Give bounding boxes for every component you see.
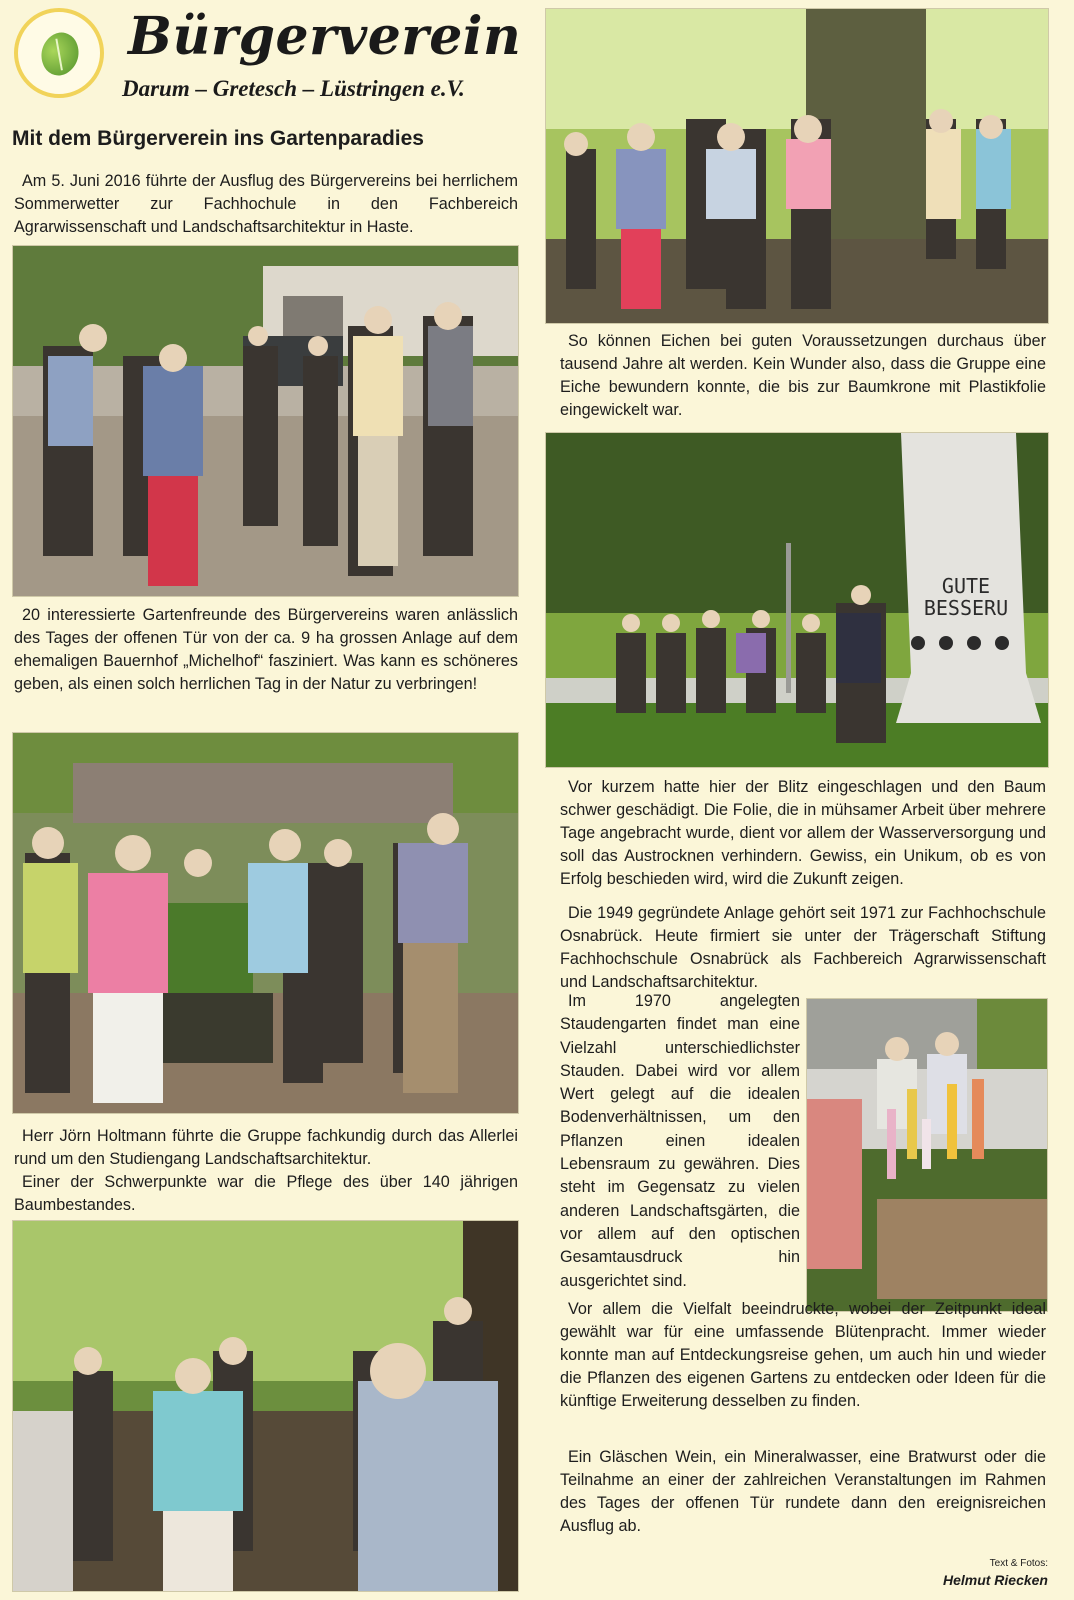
paragraph-blitz: Vor kurzem hatte hier der Blitz eingeschlagen und den Baum schwer geschädigt. Die Folie, die in mühsamer Arbeit über mehrere Tage angebracht wurde, dient vor allem der Wasserversorgung und soll das Austrocknen verhindern. Gewiss, ein Unikum, ob es von Erfolg beschieden wird, wird die Zukunft zeigen. [560,778,1046,888]
tree-wrap-text-2: BESSERU [923,596,1009,620]
paragraph-holtmann: Herr Jörn Holtmann führte die Gruppe fachkundig durch das Allerlei rund um den Studiengang Landschaftsarchitektur. [14,1127,518,1168]
paragraph-baumbestand: Einer der Schwerpunkte war die Pflege des über 140 jährigen Baumbestandes. [14,1173,518,1214]
photo-forest-group [12,1220,519,1592]
club-logo [14,8,104,98]
paragraph-stauden: Im 1970 angelegten Staudengarten findet man eine Vielzahl unterschiedlichster Stauden. Dabei wird vor allem Wert gelegt auf die idealen Bodenverhältnissen, um den Pflanzen einen idealen Lebensraum zu gewähren. Dies steht im Gegensatz zu vielen anderen Landschaftsgärten, die vor allem auf den optischen Gesamtausdruck hin ausgerichtet sind. [560,992,800,1290]
club-title: Bürgerverein [128,6,522,67]
credit-author: Helmut Riecken [942,1572,1048,1588]
paragraph-vielfalt [560,1298,1046,1413]
paragraph-anlage: Die 1949 gegründete Anlage gehört seit 1971 zur Fachhochschule Osnabrück. Heute firmiert sie unter der Trägerschaft Stiftung Fachhochschule Osnabrück als Fachbereich Agrarwissenschaft und Landschaftsarchitektur. [560,904,1046,991]
photo-beech-tree-group [545,8,1049,324]
paragraph-garden-friends: 20 interessierte Gartenfreunde des Bürgervereins waren anlässlich des Tages der offenen Tür von der ca. 9 ha grossen Anlage auf dem ehemaligen Bauernhof „Michelhof“ fasziniert. Was kann es schöneres geben, als einen solch herrlichen Tag in der Natur zu verbringen! [14,606,518,693]
paragraph-wein: Ein Gläschen Wein, ein Mineralwasser, eine Bratwurst oder die Teilnahme an einer der zahlreichen Veranstaltungen im Rahmen des Tages der offenen Tür rundete dann den ereignisreichen Ausflug ab. [560,1448,1046,1535]
paragraph-vielfalt-rest: wobei der Zeitpunkt ideal gewählt war für eine umfassende Blütenpracht. Immer wieder konnte man auf Entdeckungsreise gehen, um auch hin und wieder die Pflanzen des eigenen Gartens zu entdecken oder Ideen für die künftige Erweiterung desselben zu finden. [560,1300,1047,1410]
photo-lupine-flowers [806,998,1048,1312]
leaf-icon [33,27,88,82]
photo-plant-beds [12,732,519,1114]
paragraph-vielfalt-start: Vor allem die Vielfalt beeindruckte, [568,1300,839,1318]
paragraph-eichen: So können Eichen bei guten Voraussetzungen durchaus über tausend Jahre alt werden. Kein Wunder also, dass die Gruppe eine Eiche bewundern konnte, die bis zur Baumkrone mit Plastikfolie eingewickelt war. [560,332,1046,419]
photo-wrapped-tree [545,432,1049,768]
article-headline: Mit dem Bürgerverein ins Gartenparadies [12,127,424,150]
club-subtitle: Darum – Gretesch – Lüstringen e.V. [122,76,465,101]
intro-paragraph: Am 5. Juni 2016 führte der Ausflug des Bürgervereins bei herrlichem Sommerwetter zur Fachhochule in den Fachbereich Agrarwissenschaft und Landschaftsarchitektur in Haste. [14,172,518,236]
photo-courtyard-group [12,245,519,597]
tree-wrap-text-1: GUTE [941,574,991,598]
credit-label: Text & Fotos: [989,1558,1048,1569]
